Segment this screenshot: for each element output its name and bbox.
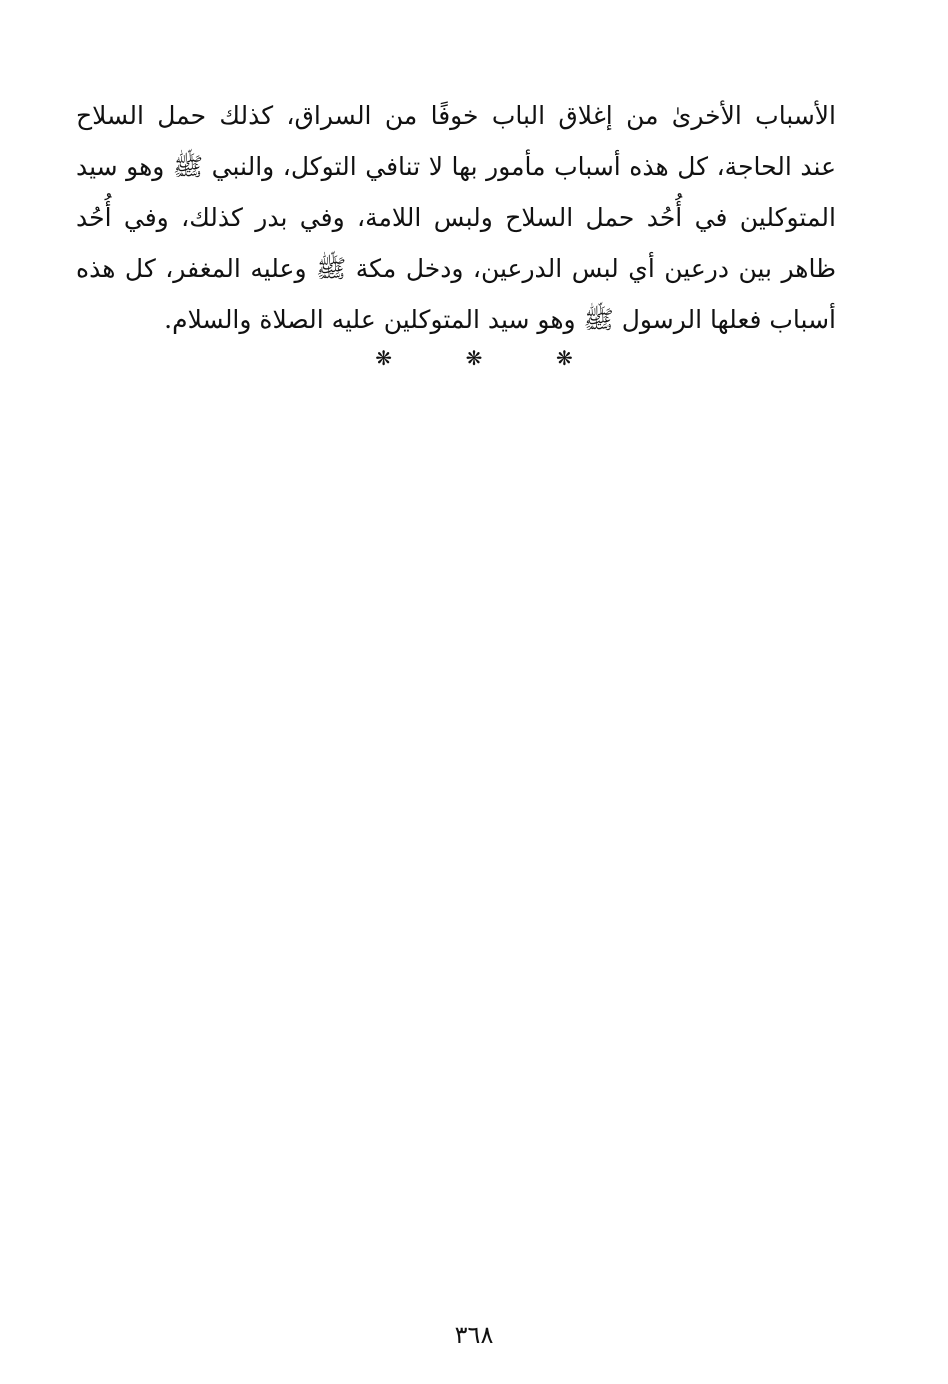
text-line: المتوكلين في أُحُد حمل السلاح ولبس اللامة، وفي بدر كذلك، وفي أُحُد [76,203,836,232]
body-paragraph [76,90,836,345]
asterism-icon: ❋ [465,346,483,370]
text-line: ظاهر بين درعين أي لبس الدرعين، ودخل مكة ﷺ وعليه المغفر، كل هذه [76,254,836,283]
page-number: ٣٦٨ [454,1321,494,1349]
text-line: أسباب فعلها الرسول ﷺ وهو سيد المتوكلين عليه الصلاة والسلام. [164,305,836,334]
asterism-icon: ❋ [555,346,573,370]
asterism-icon: ❋ [375,346,393,370]
section-separator [0,344,948,372]
text-line: الأسباب الأخرىٰ من إغلاق الباب خوفًا من السراق، كذلك حمل السلاح [76,101,836,130]
text-line: عند الحاجة، كل هذه أسباب مأمور بها لا تنافي التوكل، والنبي ﷺ وهو سيد [76,152,836,181]
